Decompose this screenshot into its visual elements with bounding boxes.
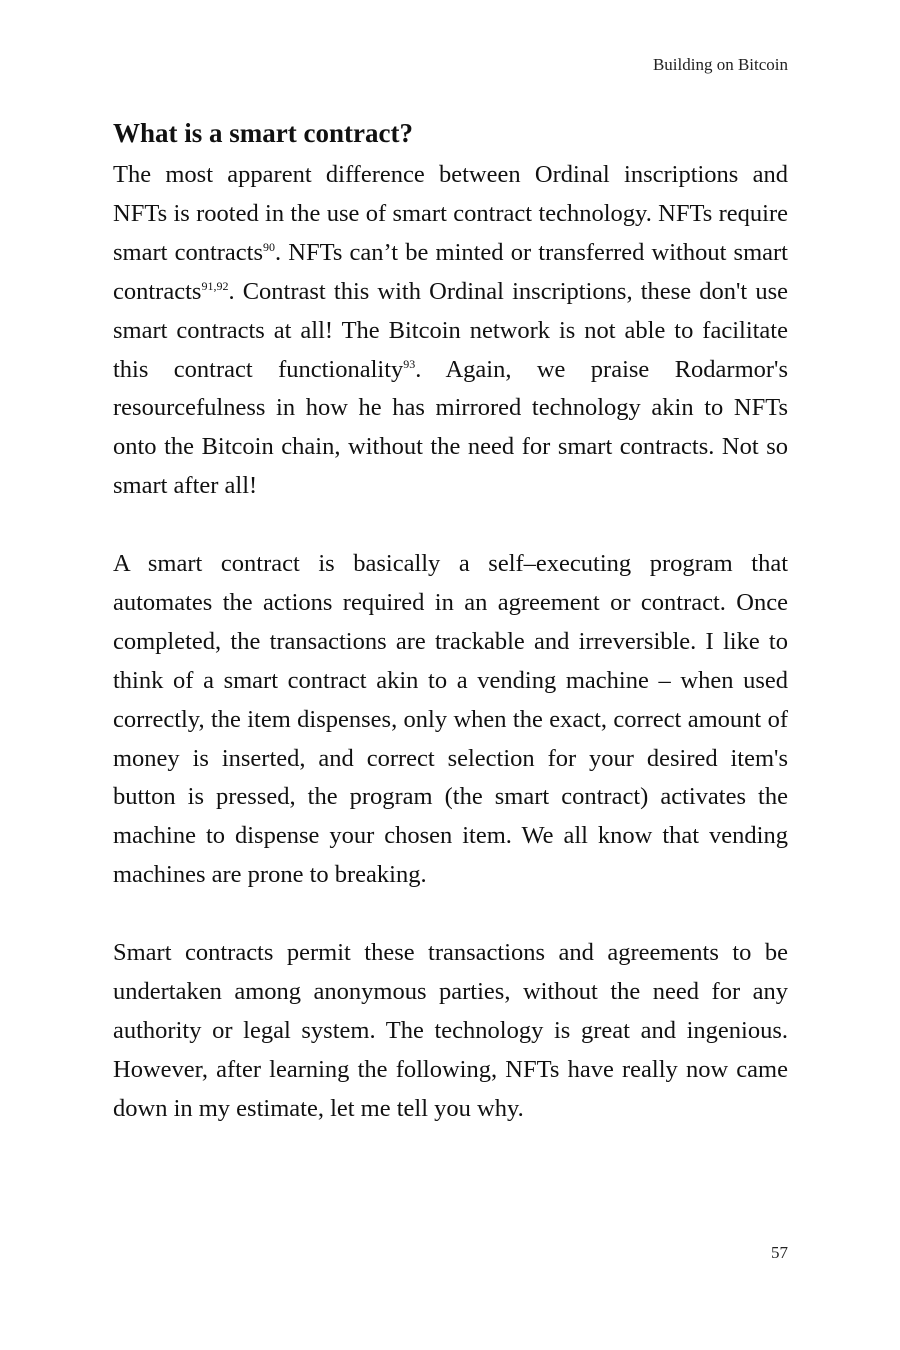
text-segment: A smart contract is basically a self–executing program that automates the actions required in an agreement or contract. Once completed, the transactions are trackable and irreversible. I like to think of a smart contract akin to a vending machine – when used correctly, the item dispenses, only when the exact, correct amount of money is inserted, and correct selection for your desired item's button is pressed, the program (the smart contract) activates the machine to dispense your chosen item. We all know that vending machines are prone to breaking. <box>113 550 788 889</box>
paragraph-1 <box>113 156 788 506</box>
text-segment: The most apparent difference between Ordinal inscriptions and NFTs is rooted in the use of smart contract technology. NFTs require smart contracts <box>113 161 788 266</box>
footnote-ref-91-92[interactable]: 91,92 <box>201 278 229 293</box>
section-title: What is a smart contract? <box>113 118 413 148</box>
page-number: 57 <box>771 1243 788 1262</box>
footnote-ref-93[interactable]: 93 <box>403 356 416 371</box>
text-segment: . Contrast this with Ordinal inscriptions, these don't use smart contracts at all! The Bitcoin network is not able to facilitate this contract functionality <box>113 277 788 383</box>
text-segment: . NFTs can’t be minted or transferred without smart contracts <box>113 238 788 305</box>
footnote-ref-90[interactable]: 90 <box>263 239 276 254</box>
text-segment: . Again, we praise Rodarmor's resourcefulness in how he has mirrored technology akin to NFTs onto the Bitcoin chain, without the need for smart contracts. Not so smart after all! <box>113 355 788 500</box>
text-segment: Smart contracts permit these transactions and agreements to be undertaken among anonymous parties, without the need for any authority or legal system. The technology is great and ingenious. However, after learning the following, NFTs have really now came down in my estimate, let me tell you why. <box>113 939 788 1122</box>
paragraph-2 <box>113 545 788 895</box>
page-body <box>113 114 788 1129</box>
paragraph-3 <box>113 934 788 1129</box>
running-header: Building on Bitcoin <box>652 55 788 74</box>
